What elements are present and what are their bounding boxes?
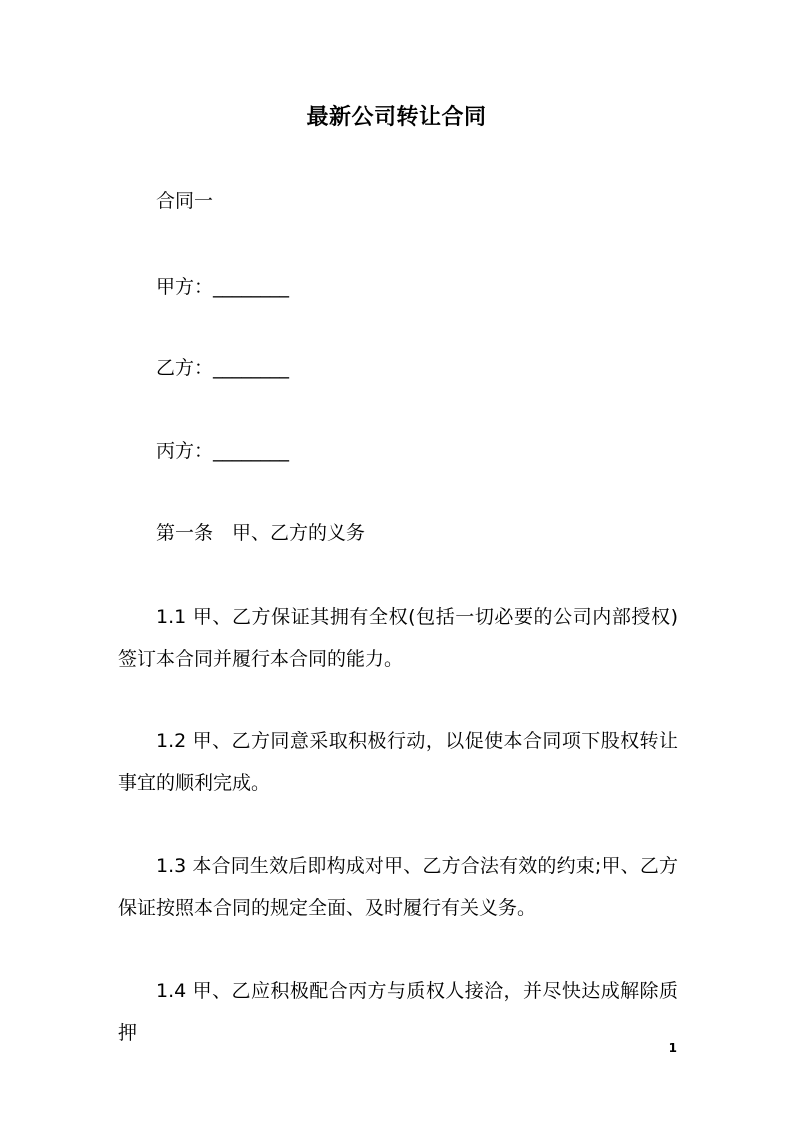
article-one-heading: 第一条 甲、乙方的义务 [156,522,366,544]
clause-1-4: 1.4 甲、乙应积极配合丙方与质权人接洽，并尽快达成解除质押 [118,980,678,1044]
page-number: 1 [668,1041,677,1055]
clause-1-1: 1.1 甲、乙方保证其拥有全权(包括一切必要的公司内部授权)签订本合同并履行本合同的能力。 [118,606,678,670]
clause-1-3: 1.3 本合同生效后即构成对甲、乙方合法有效的约束;甲、乙方保证按照本合同的规定全面、及时履行有关义务。 [118,855,678,919]
party-c-line: 丙方：________ [156,440,290,462]
document-title: 最新公司转让合同 [306,105,487,130]
contract-label: 合同一 [156,190,214,212]
clause-1-2: 1.2 甲、乙方同意采取积极行动，以促使本合同项下股权转让事宜的顺利完成。 [118,730,678,794]
party-a-line: 甲方：________ [156,276,290,298]
party-b-line: 乙方：________ [156,357,290,379]
